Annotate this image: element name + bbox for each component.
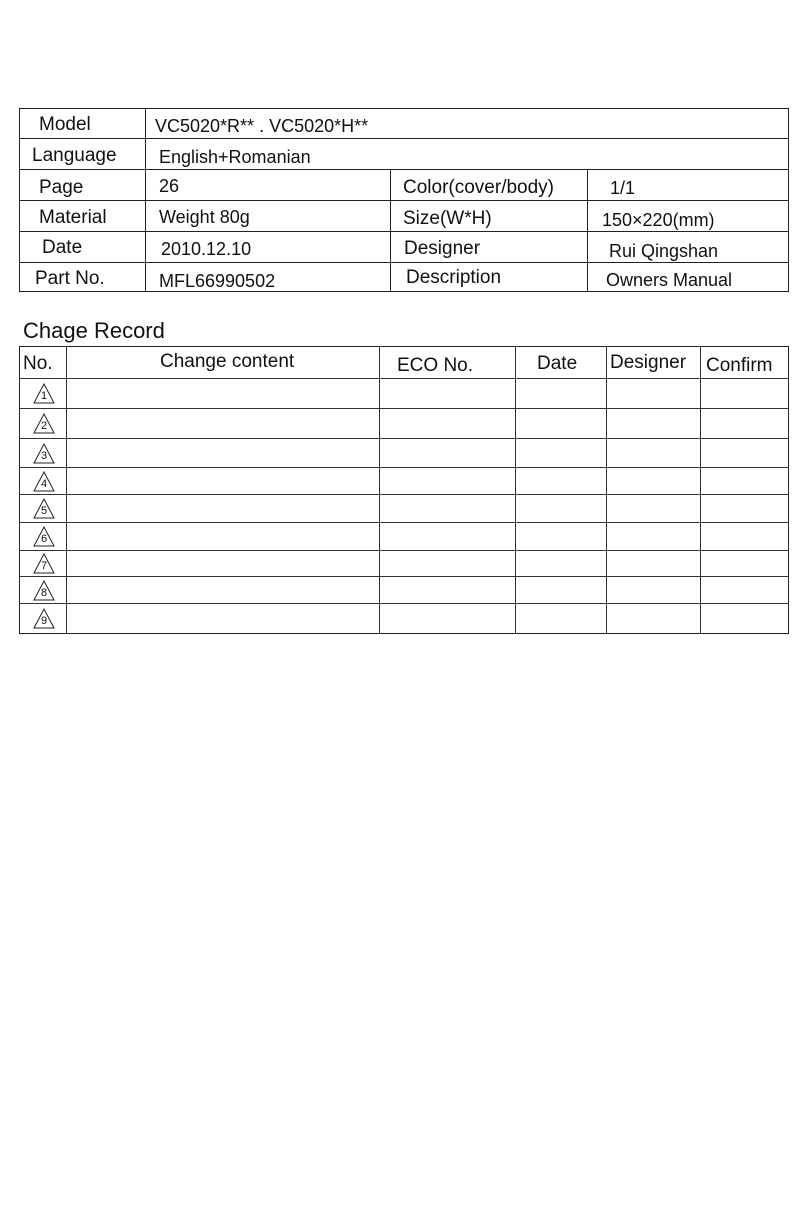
language-value: English+Romanian: [159, 147, 311, 167]
record-row-divider: [20, 378, 788, 379]
record-row-divider: [20, 467, 788, 468]
record-row-divider: [20, 550, 788, 551]
page-label: Page: [39, 177, 84, 198]
material-label: Material: [39, 207, 107, 228]
revision-triangle-icon: [33, 580, 55, 601]
page-value: 26: [159, 176, 180, 196]
row-number: 7: [40, 560, 48, 572]
designer-label: Designer: [404, 238, 481, 259]
revision-triangle-icon: [33, 553, 55, 574]
record-col-divider: [515, 347, 516, 633]
spec-col-divider: [145, 109, 146, 291]
header-confirm: Confirm: [706, 355, 773, 376]
row-number: 6: [40, 533, 48, 545]
row-number: 5: [40, 505, 48, 517]
spec-row-divider: [20, 200, 788, 201]
record-row-divider: [20, 522, 788, 523]
part-no-value: MFL66990502: [159, 271, 276, 291]
record-col-divider: [606, 347, 607, 633]
header-change-content: Change content: [160, 351, 295, 372]
record-col-divider: [700, 347, 701, 633]
record-row-divider: [20, 408, 788, 409]
header-eco-no: ECO No.: [397, 355, 474, 376]
designer-value: Rui Qingshan: [609, 241, 719, 261]
size-label: Size(W*H): [403, 208, 492, 229]
language-label: Language: [32, 145, 117, 166]
row-number: 4: [40, 478, 48, 490]
date-label: Date: [42, 237, 83, 258]
change-record-table: [19, 346, 789, 634]
row-number: 3: [40, 450, 48, 462]
spec-row-divider: [20, 262, 788, 263]
revision-triangle-icon: [33, 383, 55, 404]
description-label: Description: [406, 267, 502, 288]
color-value: 1/1: [610, 178, 636, 198]
record-col-divider: [379, 347, 380, 633]
spec-table: [19, 108, 789, 292]
model-value: VC5020*R** . VC5020*H**: [155, 116, 369, 136]
spec-col-divider: [587, 169, 588, 291]
record-row-divider: [20, 438, 788, 439]
record-row-divider: [20, 494, 788, 495]
spec-row-divider: [20, 231, 788, 232]
revision-triangle-icon: [33, 526, 55, 547]
header-designer: Designer: [610, 352, 687, 373]
header-date: Date: [537, 353, 578, 374]
revision-triangle-icon: [33, 498, 55, 519]
row-number: 9: [40, 615, 48, 627]
record-row-divider: [20, 603, 788, 604]
revision-triangle-icon: [33, 608, 55, 629]
header-no: No.: [23, 353, 53, 374]
spec-col-divider: [390, 169, 391, 291]
row-number: 8: [40, 587, 48, 599]
row-number: 2: [40, 420, 48, 432]
size-value: 150×220(mm): [602, 210, 715, 230]
model-label: Model: [39, 114, 91, 135]
spec-row-divider: [20, 169, 788, 170]
spec-row-divider: [20, 138, 788, 139]
revision-triangle-icon: [33, 443, 55, 464]
change-record-title: Chage Record: [23, 318, 165, 343]
record-row-divider: [20, 576, 788, 577]
date-value: 2010.12.10: [161, 239, 252, 259]
description-value: Owners Manual: [606, 270, 733, 290]
record-col-divider: [66, 347, 67, 633]
part-no-label: Part No.: [35, 268, 105, 289]
color-label: Color(cover/body): [403, 177, 554, 198]
revision-triangle-icon: [33, 471, 55, 492]
revision-triangle-icon: [33, 413, 55, 434]
material-value: Weight 80g: [159, 207, 250, 227]
row-number: 1: [40, 390, 48, 402]
